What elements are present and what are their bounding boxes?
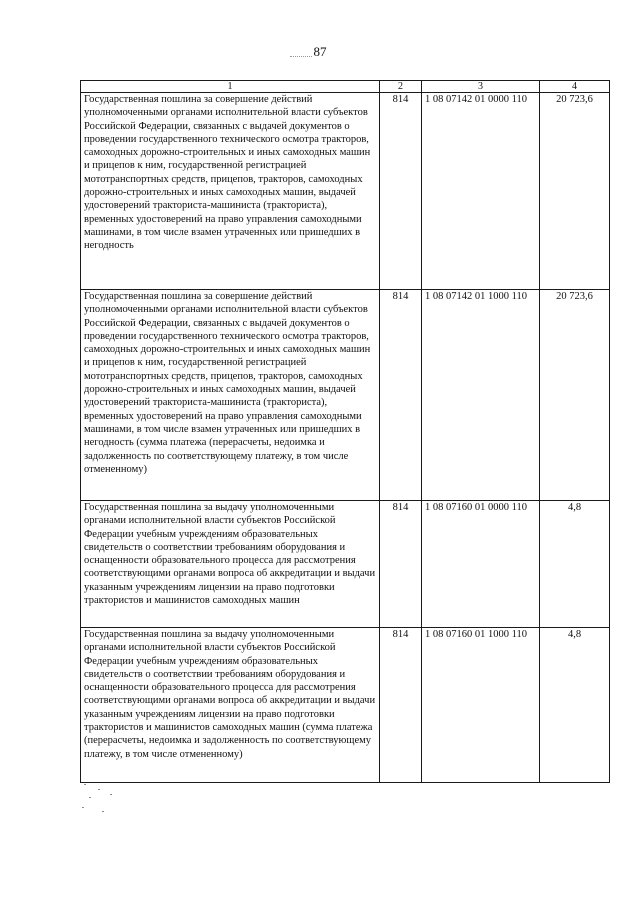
column-header-2: 2 [380,81,422,93]
row-amount: 20 723,6 [540,290,610,501]
table-row [81,93,610,290]
row-kbk-code: 1 08 07160 01 1000 110 [422,628,540,783]
column-header-3: 3 [422,81,540,93]
row-amount: 4,8 [540,501,610,628]
row-admin-code: 814 [380,501,422,628]
row-admin-code: 814 [380,628,422,783]
row-kbk-code: 1 08 07142 01 1000 110 [422,290,540,501]
column-header-4: 4 [540,81,610,93]
row-admin-code: 814 [380,290,422,501]
column-header-1: 1 [81,81,380,93]
row-amount: 20 723,6 [540,93,610,290]
row-description: Государственная пошлина за выдачу уполномоченными органами исполнительной власти субъектов Российской Федерации учебным учреждениям образовательных свидетельств о соответствии требованиям оборудования и оснащенности образовательного процесса для рассмотрения соответствующими органами вопроса об аккредитации и выдачи указанным учреждениям лицензии на право подготовки трактористов и машинистов самоходных машин [81,501,380,628]
row-amount: 4,8 [540,628,610,783]
row-kbk-code: 1 08 07160 01 0000 110 [422,501,540,628]
table-row [81,290,610,501]
scan-noise [80,780,140,820]
row-kbk-code: 1 08 07142 01 0000 110 [422,93,540,290]
table-header-row [81,81,610,93]
row-admin-code: 814 [380,93,422,290]
table-row [81,501,610,628]
page-number: 87 [313,44,327,59]
row-description: Государственная пошлина за совершение действий уполномоченными органами исполнительной власти субъектов Российской Федерации, связанных с выдачей документов о проведении государственного технического осмотра тракторов, самоходных дорожно-строительных и иных самоходных машин и прицепов к ним, государственной регистрацией мототранспортных средств, прицепов, тракторов, самоходных дорожно-строительных и иных самоходных машин, выдачей удостоверений тракториста-машиниста (тракториста), временных удостоверений на право управления самоходными машинами, в том числе взамен утраченных или пришедших в негодность [81,93,380,290]
scan-artifact [290,56,312,63]
budget-revenue-table [80,80,610,783]
row-description: Государственная пошлина за выдачу уполномоченными органами исполнительной власти субъектов Российской Федерации учебным учреждениям образовательных свидетельств о соответствии требованиям оборудования и оснащенности образовательного процесса для рассмотрения соответствующими органами вопроса об аккредитации и выдачи указанным учреждениям лицензии на право подготовки трактористов и машинистов самоходных машин (сумма платежа (перерасчеты, недоимка и задолженность по соответствующему платежу, в том числе отмененному) [81,628,380,783]
table-row [81,628,610,783]
row-description: Государственная пошлина за совершение действий уполномоченными органами исполнительной власти субъектов Российской Федерации, связанных с выдачей документов о проведении государственного технического осмотра тракторов, самоходных дорожно-строительных и иных самоходных машин и прицепов к ним, государственной регистрацией мототранспортных средств, прицепов, тракторов, самоходных дорожно-строительных и иных самоходных машин, выдачей удостоверений тракториста-машиниста (тракториста), временных удостоверений на право управления самоходными машинами, в том числе взамен утраченных или пришедших в негодность (сумма платежа (перерасчеты, недоимка и задолженность по соответствующему платежу, в том числе отмененному) [81,290,380,501]
